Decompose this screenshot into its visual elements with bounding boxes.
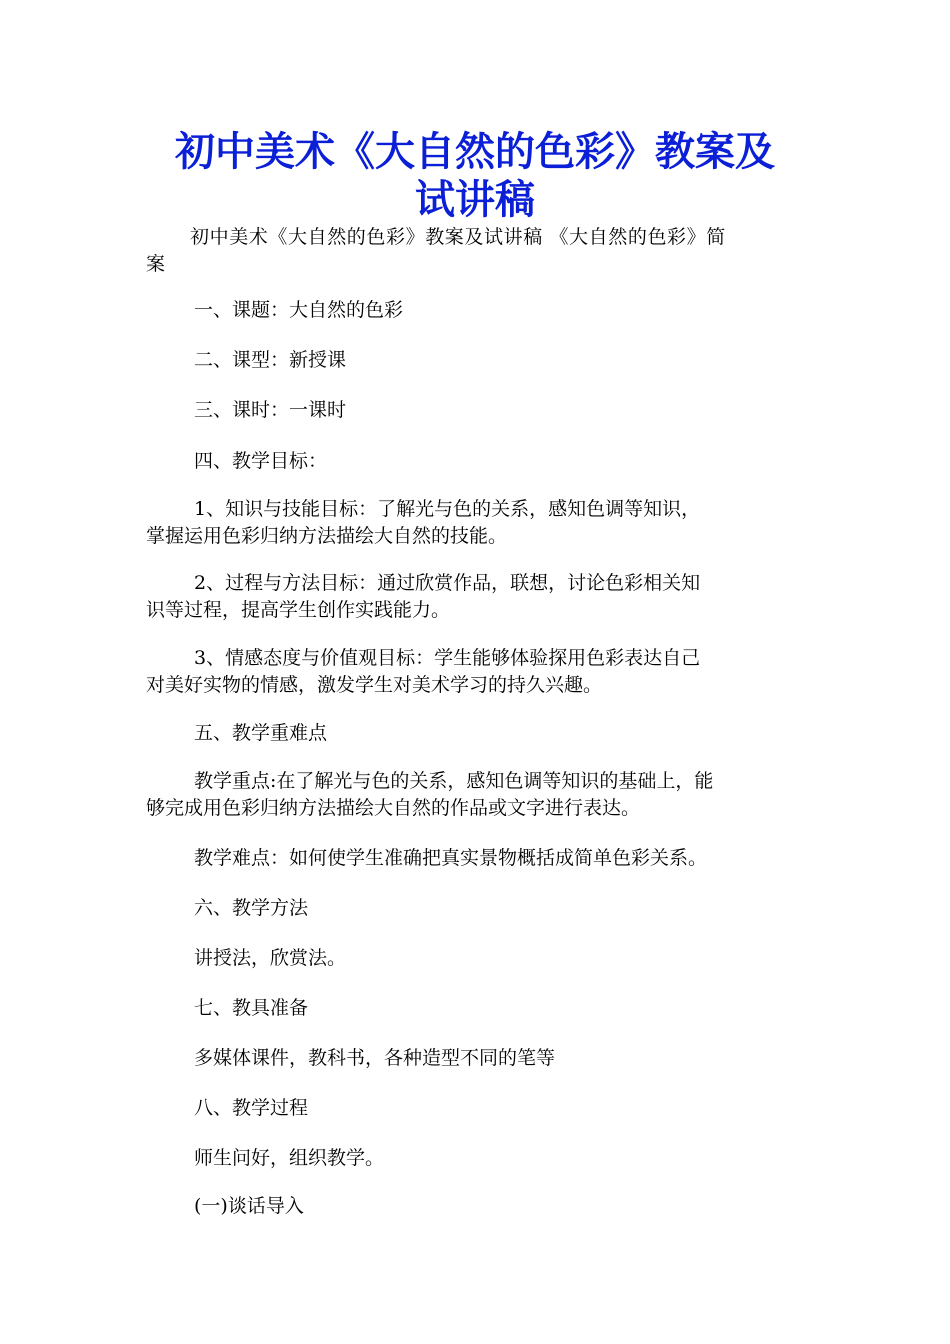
section-lesson-hours: 三、课时：一课时 [194,399,347,421]
section-key-points: 五、教学重难点 [194,722,328,744]
intro-line1: 初中美术《大自然的色彩》教案及试讲稿 《大自然的色彩》简 [190,226,726,248]
goal-process-line2: 识等过程，提高学生创作实践能力。 [146,599,451,621]
goal-knowledge-line1: 1、知识与技能目标：了解光与色的关系，感知色调等知识， [194,498,701,520]
section-tools: 七、教具准备 [194,997,309,1019]
goal-process [146,570,810,624]
section-topic: 一、课题：大自然的色彩 [194,299,404,321]
section-lesson-type: 二、课型：新授课 [194,349,347,371]
greeting-text: 师生问好，组织教学。 [194,1147,385,1169]
goal-emotion [146,645,810,699]
intro-paragraph [146,224,808,278]
section-teaching-goals: 四、教学目标： [194,450,328,472]
goal-knowledge-line2: 掌握运用色彩归纳方法描绘大自然的技能。 [146,525,508,547]
goal-emotion-line1: 3、情感态度与价值观目标：学生能够体验探用色彩表达自己 [194,647,701,669]
key-point-line2: 够完成用色彩归纳方法描绘大自然的作品或文字进行表达。 [146,797,641,819]
key-point-line1: 教学重点:在了解光与色的关系，感知色调等知识的基础上，能 [194,770,714,792]
intro-line2: 案 [146,253,166,275]
document-title-line1: 初中美术《大自然的色彩》教案及 [175,128,775,175]
methods-text: 讲授法，欣赏法。 [194,947,347,969]
difficulty-point: 教学难点：如何使学生准确把真实景物概括成简单色彩关系。 [194,847,708,869]
goal-process-line1: 2、过程与方法目标：通过欣赏作品，联想，讨论色彩相关知 [194,572,701,594]
goal-knowledge [146,496,810,550]
tools-text: 多媒体课件，教科书，各种造型不同的笔等 [194,1047,556,1069]
document-title-line2: 试讲稿 [415,176,535,223]
step-intro-talk: (一)谈话导入 [194,1195,304,1217]
section-methods: 六、教学方法 [194,897,309,919]
section-process: 八、教学过程 [194,1097,309,1119]
goal-emotion-line2: 对美好实物的情感，激发学生对美术学习的持久兴趣。 [146,674,603,696]
key-point-paragraph [146,768,810,822]
